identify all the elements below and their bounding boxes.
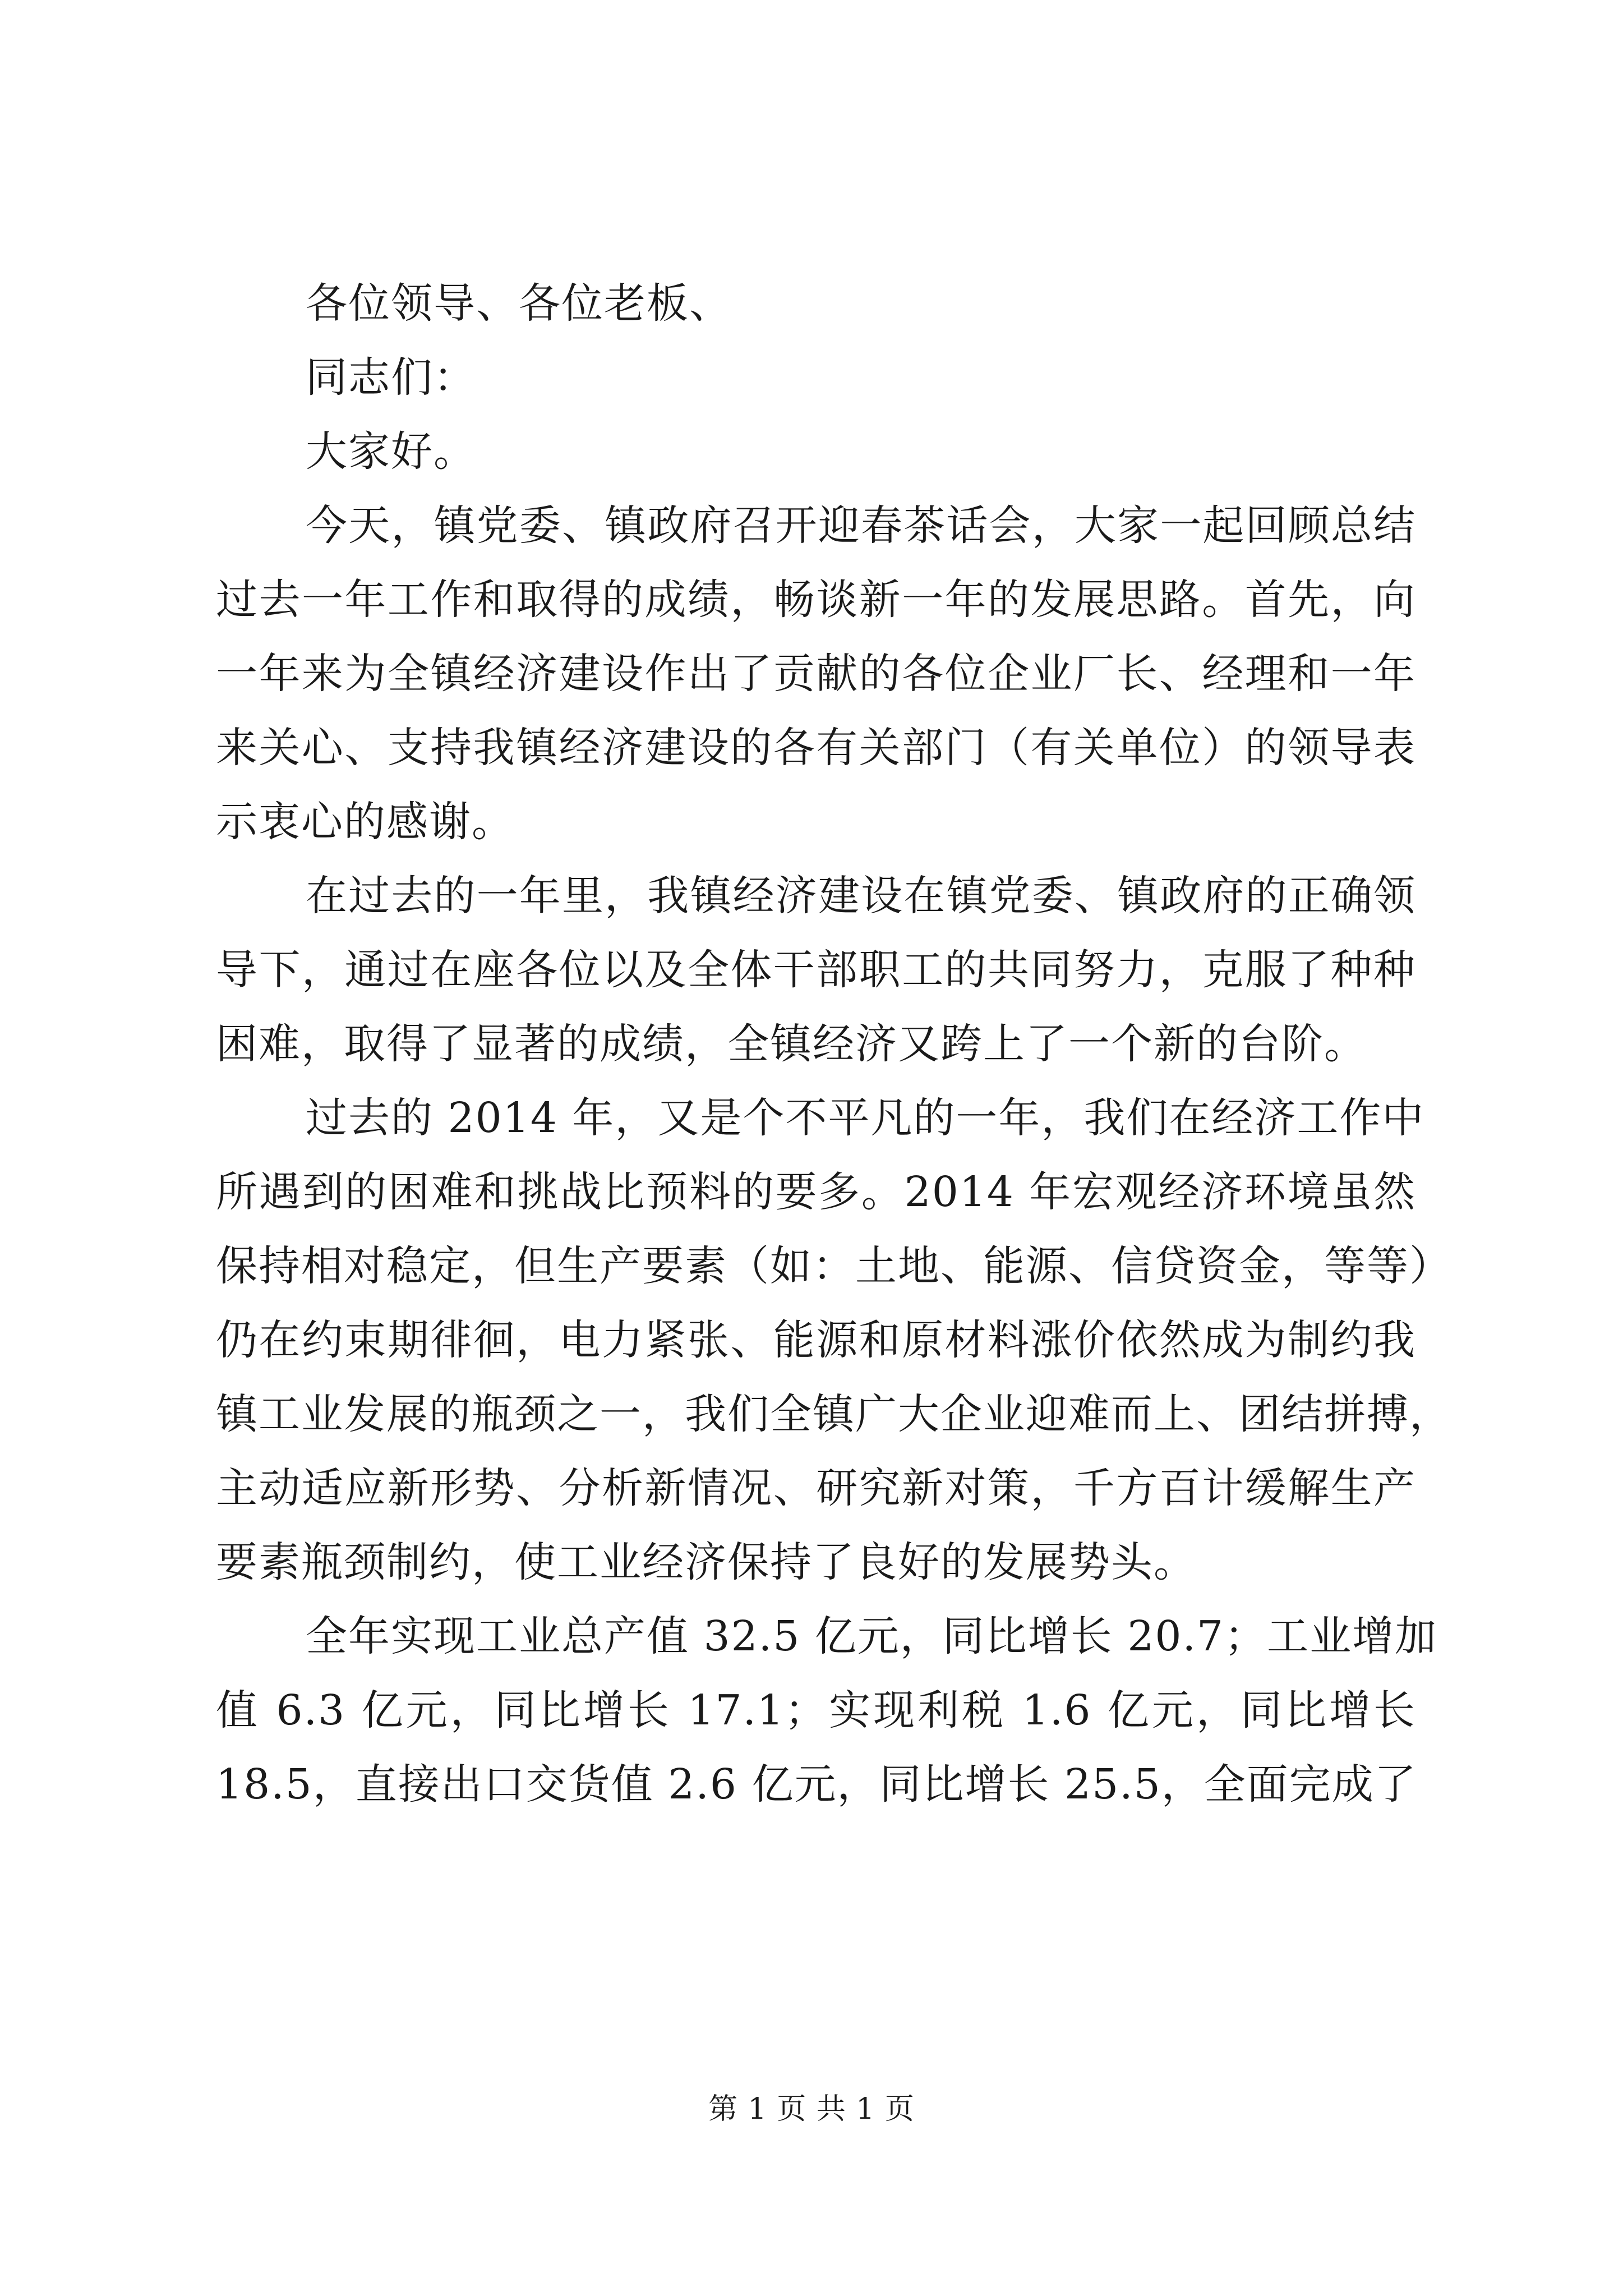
paragraph-line: 镇工业发展的瓶颈之一，我们全镇广大企业迎难而上、团结拼搏， [216, 1390, 1452, 1438]
paragraph-line: 导下，通过在座各位以及全体干部职工的共同努力，克服了种种 [216, 946, 1416, 994]
paragraph-line: 在过去的一年里，我镇经济建设在镇党委、镇政府的正确领 [306, 872, 1416, 920]
paragraph-line: 困难，取得了显著的成绩，全镇经济又跨上了一个新的台阶。 [216, 1020, 1367, 1068]
paragraph-line: 一年来为全镇经济建设作出了贡献的各位企业厂长、经理和一年 [216, 650, 1416, 698]
paragraph-line: 过去一年工作和取得的成绩，畅谈新一年的发展思路。首先，向 [216, 576, 1416, 624]
salutation-line: 各位领导、各位老板、 [306, 279, 732, 328]
greeting-line: 大家好。 [306, 427, 476, 476]
paragraph-line: 值 6.3 亿元，同比增长 17.1；实现利税 1.6 亿元，同比增长 [216, 1686, 1416, 1734]
paragraph-line: 主动适应新形势、分析新情况、研究新对策，千方百计缓解生产 [216, 1464, 1416, 1512]
paragraph-line: 18.5，直接出口交货值 2.6 亿元，同比增长 25.5，全面完成了 [216, 1760, 1417, 1809]
paragraph-line: 保持相对稳定，但生产要素（如：土地、能源、信贷资金，等等） [216, 1242, 1452, 1290]
paragraph-line: 来关心、支持我镇经济建设的各有关部门（有关单位）的领导表 [216, 724, 1416, 772]
paragraph-line: 示衷心的感谢。 [216, 798, 514, 846]
paragraph-line: 仍在约束期徘徊，电力紧张、能源和原材料涨价依然成为制约我 [216, 1316, 1416, 1364]
paragraph-line: 要素瓶颈制约，使工业经济保持了良好的发展势头。 [216, 1538, 1196, 1586]
salutation-line: 同志们： [306, 353, 476, 402]
paragraph-line: 所遇到的困难和挑战比预料的要多。2014 年宏观经济环境虽然 [216, 1168, 1416, 1216]
document-body [216, 266, 1452, 1821]
paragraph-line: 过去的 2014 年，又是个不平凡的一年，我们在经济工作中 [306, 1094, 1425, 1142]
page-number-footer: 第 1 页 共 1 页 [708, 2092, 915, 2126]
paragraph-line: 今天，镇党委、镇政府召开迎春茶话会，大家一起回顾总结 [306, 501, 1416, 550]
paragraph-line: 全年实现工业总产值 32.5 亿元，同比增长 20.7；工业增加 [306, 1612, 1438, 1660]
